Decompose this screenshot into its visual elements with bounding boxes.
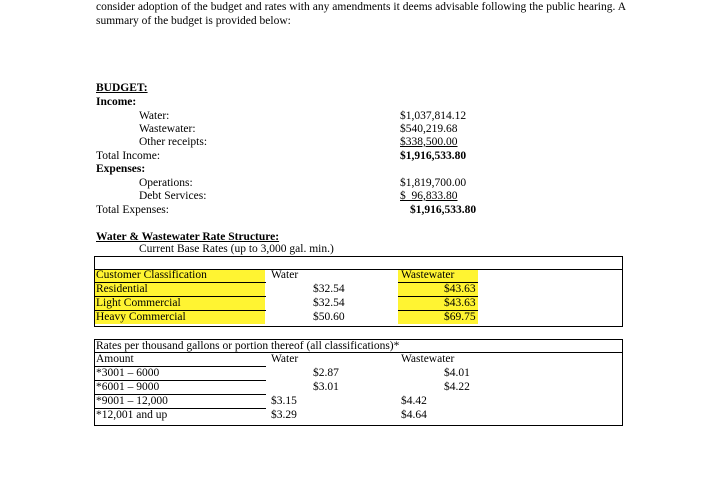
intro-paragraph: consider adoption of the budget and rates with any amendments it deems advisable following the public hearing. A summary of the budget is provided below: [96, 1, 626, 27]
income-amount-water: $1,037,814.12 [400, 110, 467, 122]
pt-header-wastewater: Wastewater [401, 353, 455, 365]
base-row-wastewater: $43.63 [444, 297, 476, 309]
base-row-water: $32.54 [313, 297, 345, 309]
pt-row-water: $3.15 [271, 395, 297, 407]
total-income-amount: $1,916,533.80 [400, 150, 467, 162]
income-amount-wastewater: $540,219.68 [400, 123, 458, 135]
pt-row-water: $2.87 [313, 367, 339, 379]
base-row-wastewater: $69.75 [444, 311, 476, 323]
base-row-classification: Residential [96, 283, 148, 295]
pt-row-wastewater: $4.22 [444, 381, 470, 393]
pt-header-amount: Amount [96, 353, 134, 365]
per-thousand-title: Rates per thousand gallons or portion thereof (all classifications)* [96, 340, 400, 352]
base-row-water: $32.54 [313, 283, 345, 295]
pt-row-water: $3.01 [313, 381, 339, 393]
pt-row-amount: *6001 – 9000 [96, 381, 160, 393]
pt-row-wastewater: $4.42 [401, 395, 427, 407]
pt-row-amount: *3001 – 6000 [96, 367, 160, 379]
rate-structure-subheading: Current Base Rates (up to 3,000 gal. min.) [139, 243, 334, 255]
expense-amount-debt: $ 96,833.80 [400, 190, 458, 202]
income-amount-other: $338,500.00 [400, 136, 458, 148]
expenses-heading: Expenses: [96, 163, 146, 175]
expense-label-operations: Operations: [139, 177, 193, 189]
pt-row-wastewater: $4.64 [401, 409, 427, 421]
pt-row-wastewater: $4.01 [444, 367, 470, 379]
base-row-wastewater: $43.63 [444, 283, 476, 295]
expense-amount-operations: $1,819,700.00 [400, 177, 467, 189]
income-label-wastewater: Wastewater: [139, 123, 196, 135]
expense-label-debt: Debt Services: [139, 190, 207, 202]
base-header-classification: Customer Classification [96, 269, 207, 281]
pt-header-water: Water [271, 353, 299, 365]
budget-heading: BUDGET: [96, 82, 148, 94]
total-income-label: Total Income: [96, 150, 161, 162]
income-heading: Income: [96, 96, 137, 108]
pt-row-amount: *12,001 and up [96, 409, 168, 421]
pt-row-amount: *9001 – 12,000 [96, 395, 168, 407]
base-row-classification: Heavy Commercial [96, 311, 186, 323]
income-label-water: Water: [139, 110, 170, 122]
base-table-divider [94, 269, 622, 270]
base-row-classification: Light Commercial [96, 297, 181, 309]
base-row-water: $50.60 [313, 311, 345, 323]
income-label-other: Other receipts: [139, 136, 208, 148]
total-expenses-amount: $1,916,533.80 [410, 204, 477, 216]
pt-row-water: $3.29 [271, 409, 297, 421]
rate-structure-heading: Water & Wastewater Rate Structure: [96, 231, 280, 243]
total-expenses-label: Total Expenses: [96, 204, 169, 216]
base-header-wastewater: Wastewater [401, 269, 455, 281]
base-header-water: Water [271, 269, 299, 281]
